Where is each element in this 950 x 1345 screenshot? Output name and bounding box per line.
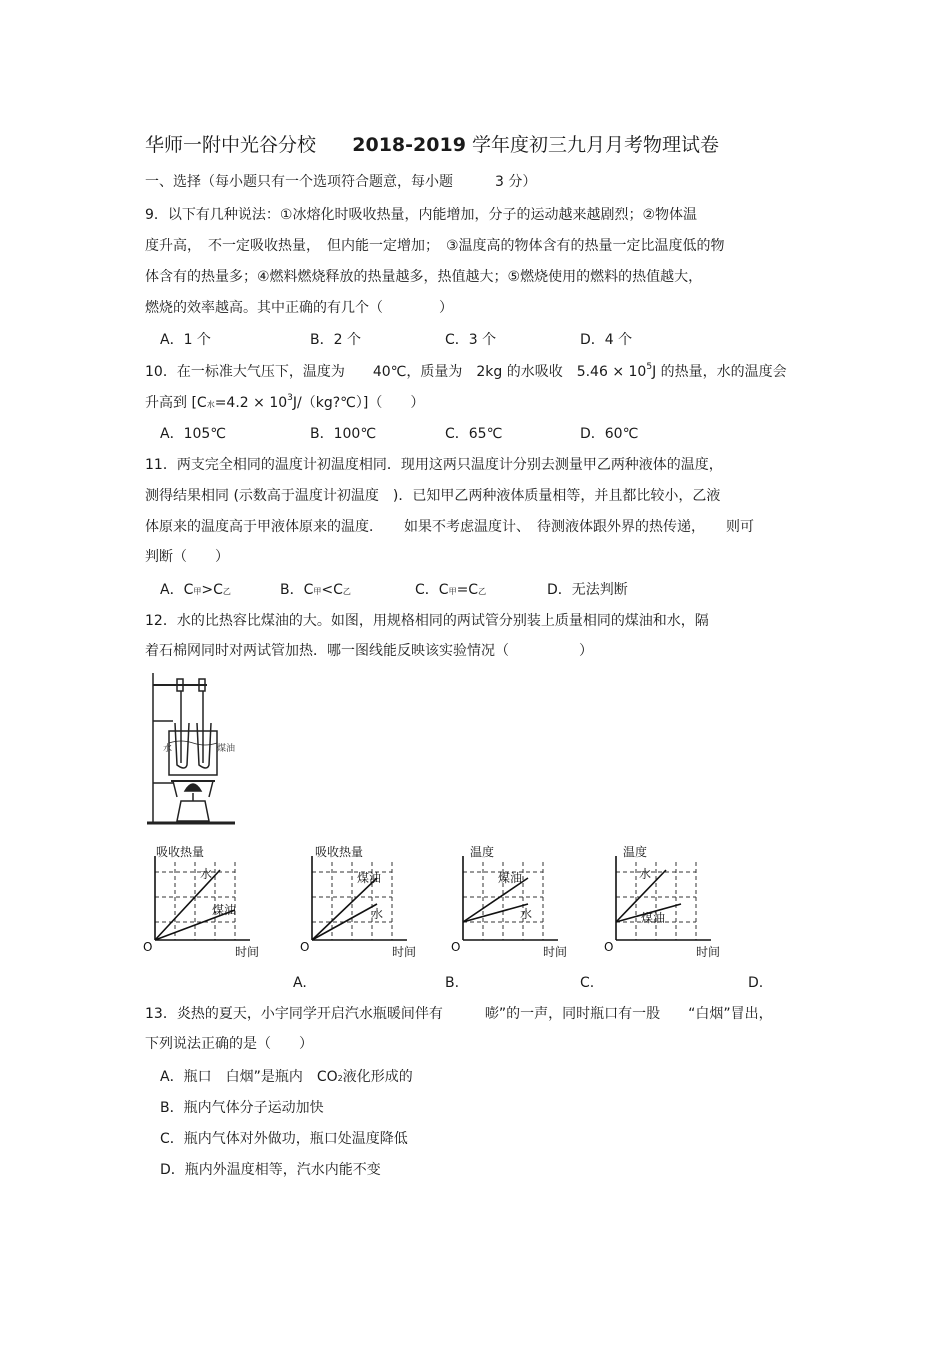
q9-line-4: 燃烧的效率越高。其中正确的有几个（ ） [145,300,453,316]
section-heading: 一、选择（每小题只有一个选项符合题意，每小题 3 分） [145,174,537,190]
q10-line-2-a: 升高到 [C [145,395,207,411]
chart-c [448,842,578,962]
q12-line-2: 着石棉网同时对两试管加热．哪一图线能反映该实验情况（ ） [145,643,593,659]
apparatus-label-water: 水 [163,744,173,754]
q13-a-text-2: 液化形成的 [342,1069,413,1085]
q11-d-pre: D．无法判断 [547,582,628,598]
q10-option-c[interactable]: C．65℃ [445,426,503,442]
chart-letter-b[interactable]: B. [445,975,460,991]
chart-b-ylabel: 吸收热量 [315,845,364,859]
chart-a-origin: O [143,940,153,954]
q11-option-c[interactable] [415,581,486,601]
q11-a-pre: A．C [160,582,194,598]
chart-a [140,842,270,962]
q11-line-1: 11．两支完全相同的温度计初温度相同．现用这两只温度计分别去测量甲乙两种液体的温度， [145,457,723,473]
heating-apparatus-figure [145,673,245,833]
chart-d-upper-label: 水 [639,867,652,881]
q13-line-1: 13．炎热的夏天，小宇同学开启汽水瓶暖间伴有 嘭”的一声，同时瓶口有一股 “白烟”冒出， [145,1006,773,1022]
page-title [145,130,719,157]
chart-letter-d[interactable]: D. [748,975,764,991]
q11-b-sub1: 甲 [313,587,322,596]
chart-b-upper-label: 煤油 [357,871,382,885]
q12-line-1: 12．水的比热容比煤油的大。如图，用规格相同的两试管分别装上质量相同的煤油和水，隔 [145,613,709,629]
chart-d-origin: O [604,940,614,954]
q13-line-2: 下列说法正确的是（ ） [145,1036,313,1052]
q11-b-sub2: 乙 [342,587,351,596]
title-year: 2018-2019 [352,134,466,156]
q11-option-b[interactable] [280,581,351,601]
q11-c-op: =C [456,582,479,598]
q10-exponent-2: 3 [287,393,293,403]
q11-line-3: 体原来的温度高于甲液体原来的温度． 如果不考虑温度计、 待测液体跟外界的热传递， 则可 [145,519,754,535]
q10-line-1-b: J 的热量，水的温度会 [652,364,787,380]
q10-line-2-c: J/（kg?℃）]（ ） [292,395,425,411]
q13-option-b[interactable]: B．瓶内气体分子运动加快 [160,1100,324,1116]
q9-option-d[interactable]: D．4 个 [580,332,633,348]
chart-d-xlabel: 时间 [696,945,721,959]
q10-subscript-water: 水 [206,400,215,409]
chart-b-origin: O [300,940,310,954]
q9-option-c[interactable]: C．3 个 [445,332,497,348]
q9-line-1: 9．以下有几种说法：①冰熔化时吸收热量，内能增加，分子的运动越来越剧烈；②物体温 [145,207,698,223]
chart-d-lower-label: 煤油 [641,911,666,925]
q13-a-subscript: 2 [337,1074,343,1083]
q11-a-sub1: 甲 [193,587,202,596]
chart-c-upper-label: 煤油 [498,871,523,885]
q11-line-4: 判断（ ） [145,549,229,565]
chart-a-xlabel: 时间 [235,945,260,959]
q10-exponent-1: 5 [646,362,653,372]
chart-d [601,842,731,962]
chart-a-ylabel: 吸收热量 [156,845,205,859]
q10-option-a[interactable]: A．105℃ [160,426,227,442]
q10-option-b[interactable]: B．100℃ [310,426,377,442]
q9-line-3: 体含有的热量多；④燃料燃烧释放的热量越多，热值越大；⑤燃烧使用的燃料的热值越大， [145,269,703,285]
chart-b [297,842,427,962]
q11-option-a[interactable] [160,581,231,601]
q9-option-a[interactable]: A．1 个 [160,332,211,348]
q10-line-2 [145,394,424,414]
chart-c-lower-label: 水 [520,907,533,921]
chart-a-lower-label: 煤油 [212,903,237,917]
q13-option-d[interactable]: D．瓶内外温度相等，汽水内能不变 [160,1162,381,1178]
chart-c-xlabel: 时间 [543,945,568,959]
chart-d-ylabel: 温度 [623,845,648,859]
chart-b-xlabel: 时间 [392,945,417,959]
q13-a-text-1: A．瓶口 白烟”是瓶内 CO [160,1069,338,1085]
q11-b-pre: B．C [280,582,314,598]
q9-option-b[interactable]: B．2 个 [310,332,361,348]
q10-line-1-a: 10．在一标准大气压下，温度为 40℃，质量为 2kg 的水吸收 5.46 × 10 [145,364,647,380]
q11-a-sub2: 乙 [222,587,231,596]
q11-line-2: 测得结果相同 (示数高于温度计初温度 )．已知甲乙两种液体质量相等，并且都比较小，乙液 [145,488,721,504]
chart-letter-a[interactable]: A. [293,975,307,991]
q9-line-2: 度升高， 不一定吸收热量， 但内能一定增加； ③温度高的物体含有的热量一定比温度低的物 [145,238,725,254]
q11-c-pre: C．C [415,582,449,598]
chart-c-ylabel: 温度 [470,845,495,859]
q13-option-c[interactable]: C．瓶内气体对外做功，瓶口处温度降低 [160,1131,408,1147]
q10-line-1 [145,363,787,383]
chart-letter-c[interactable]: C. [580,975,595,991]
q11-c-sub2: 乙 [478,587,487,596]
q10-option-d[interactable]: D．60℃ [580,426,639,442]
chart-b-lower-label: 水 [371,907,384,921]
apparatus-label-kerosene: 煤油 [217,744,236,754]
title-school: 华师一附中光谷分校 [145,134,317,156]
chart-a-upper-label: 水 [200,867,213,881]
q11-a-op: >C [201,582,223,598]
q11-c-sub1: 甲 [448,587,457,596]
q11-b-op: <C [321,582,343,598]
q11-option-d[interactable] [547,581,628,599]
q13-option-a[interactable] [160,1068,413,1088]
title-rest: 学年度初三九月月考物理试卷 [471,134,719,156]
q10-line-2-b: =4.2 × 10 [214,395,288,411]
chart-c-origin: O [451,940,461,954]
